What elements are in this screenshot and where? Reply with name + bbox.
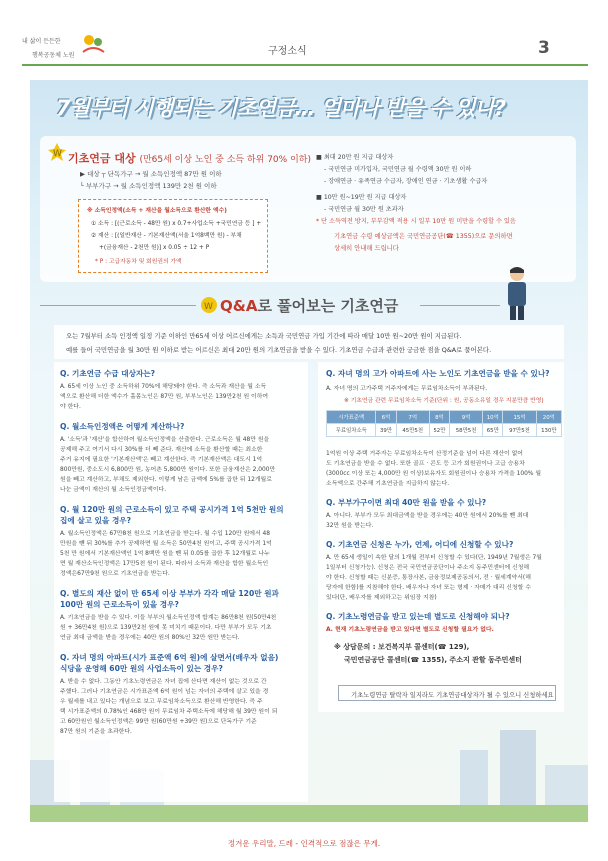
answer-text: 정액은67만9천 원으로 기초연금을 받는다.: [60, 571, 170, 577]
bottom-notice-text: 기초노령연금 탈락자 일지라도 기초연금대상자가 될 수 있으니 신청하세요: [351, 692, 554, 699]
table-header-cell: 6억: [376, 411, 396, 424]
answer-text: A. 65세 이상 노인 중 소득하위 70%에 해당돼야 한다. 즉 소득과 재산을 월 소득: [60, 384, 267, 390]
answer-text: 액으로 환산해 더한 액수가 홀몸노인은 87만 원, 부부노인은 139만2천 원 이하여: [60, 394, 269, 400]
right-info-note: * 단 소득역전 방지, 부부감액 적용 시 일부 10만 원 미만을 수령할 수 있음: [316, 218, 516, 225]
svg-text:W: W: [53, 149, 62, 159]
eligibility-line: └ 부부가구 → 월 소득인정액 139만 2천 원 이하: [80, 182, 217, 190]
question-text: 100만 원의 근로소득이 있을 경우?: [60, 600, 179, 609]
table-cell: 무료임차소득: [327, 424, 376, 437]
answer-text: A. 받을 수 없다. 그동안 기초노령연금은 자녀 집에 산다면 재산이 없는 것으로 간: [60, 679, 267, 685]
article-title: 7월부터 시행되는 기초연금… 얼마나 받을 수 있나?: [56, 96, 506, 120]
eligibility-title: [68, 150, 311, 166]
answer-text: 공제해 주고 여기서 다시 30%를 더 빼 준다. 재산에 소득을 환산할 때는 최소한: [60, 447, 263, 453]
table-header-cell: 10억: [483, 411, 503, 424]
answer-text: 87만 원의 기준을 초과한다.: [60, 729, 132, 735]
qa-heading-text: 로 풀어보는 기초연금: [257, 297, 399, 315]
table-cell: 45만5천: [396, 424, 429, 437]
qa-heading-prefix: Q&A: [220, 297, 258, 315]
section-name: 구정소식: [268, 46, 307, 57]
question-text: Q. 기초노령연금을 받고 있는데 별도로 신청해야 되나?: [326, 612, 510, 621]
intro-line: 예를 들어 국민연금을 월 30만 원 이하로 받는 어르신은 최대 20만 원의 기초연금을 받을 수 있다. 기초연금 수급과 관련한 궁금한 점을 Q&A로 풀어본다.: [66, 346, 492, 354]
logo-mark-icon: [80, 30, 106, 56]
right-info-line: ■ 10만 원~19만 원 지급 대상자: [316, 194, 407, 201]
table-cell: 58만5천: [449, 424, 482, 437]
eligibility-title-text: 기초연금 대상: [68, 152, 136, 165]
answer-text: 당자에 한함)를 지참해야 한다. 배우자나 자녀 또는 형제 · 자매가 대리 신청할 수: [326, 585, 531, 591]
table-header-cell: 시가표준액: [327, 411, 376, 424]
right-info-line: - 국민연금 미가입자, 국민연금 월 수령액 30만 원 이하: [324, 166, 472, 173]
question-text: Q. 월소득인정액은 어떻게 계산하나?: [60, 422, 185, 431]
answer-text: 주했다. 그러나 기초연금은 시가표준액 6억 원이 넘는 자녀의 주택에 살고 있을 경: [60, 689, 269, 695]
answer-text: A. 아니다. 부부가 모두 최대금액을 받을 경우에는 40만 원에서 20%를 뺀 최대: [326, 513, 529, 519]
notice-line-2: 상세히 안내해 드립니다: [334, 245, 399, 252]
page-header: [0, 0, 608, 70]
won-coin-icon: [200, 296, 218, 314]
notice-line-1: 기초연금 수령 예상금액은 국민연금공단(☎ 1355)으로 문의하면: [334, 233, 513, 240]
won-coin-icon: [46, 141, 68, 163]
answer-text: (3000cc 이상 또는 4,000만 원 이상)보유자도 회원권이나 승용차 가격을 100% 월: [326, 471, 542, 477]
question-text: Q. 월 120만 원의 근로소득이 있고 주택 공시가격 1억 5천만 원의: [60, 505, 284, 514]
answer-text: 택 시가표준액의 0.78%인 468만 원이 무료임차 주택소득에 해당해 월 39만 원이 되: [60, 709, 278, 715]
answer-text: 주거 유지에 필요한 '기본재산액'은 빼고 계산한다. 즉 기본재산액은 대도시 1억: [60, 457, 263, 463]
answer-text: 도 기초연금을 받을 수 없다. 또한 골프 · 콘도 등 고가 회원권이나 고급 승용차: [326, 461, 525, 467]
answer-text: 나눈 금액이 재산의 월 소득인정금액이다.: [60, 487, 167, 493]
table-header-row: [327, 411, 562, 424]
header-divider: [22, 64, 588, 66]
qa-divider-right: [420, 305, 500, 306]
question-text: Q. 부부가구이면 최대 40만 원을 받을 수 있나?: [326, 498, 487, 507]
table-header-cell: 7억: [396, 411, 429, 424]
right-info-line: ■ 최대 20만 원 지급 대상자: [316, 154, 394, 161]
answer-text: 원을 빼고 계산하고, 부채도 제외한다. 이렇게 남은 금액에 5%를 곱한 뒤 12개월로: [60, 477, 272, 483]
question-text: 집에 살고 있을 경우?: [60, 516, 132, 525]
answer-text: 소득액으로 간주해 기초연금을 지급하지 않는다.: [326, 481, 450, 487]
table-header-cell: 20억: [536, 411, 561, 424]
answer-text: A. 만 65세 생일이 속한 달의 1개월 전부터 신청할 수 있다(단, 1949년 7월생은 7월: [326, 555, 542, 561]
table-cell: 130만: [536, 424, 561, 437]
imputed-rent-table: [326, 410, 562, 437]
intro-line: 오는 7월부터 소득 인정액 일정 기준 이하인 만65세 이상 어르신에게는 소득과 국민연금 가입 기간에 따라 매달 10만 원~20만 원이 지급된다.: [66, 332, 462, 340]
formula-line: ① 소득 : [(근로소득 - 48만 원) x 0.7+사업소득 +국민연금 등 ] +: [91, 221, 262, 227]
question-text: Q. 별도의 재산 없이 만 65세 이상 부부가 각각 매달 120만 원과: [60, 589, 279, 598]
formula-line: ② 재산 : [(일반재산 - 기본재산액(서울 1억8백만 원) - 부채: [91, 233, 242, 239]
table-caption: ※ 기초연금 관련 무료임차소득 기준(단위 : 원, 공동소유일 경우 지분만큼 반영): [344, 398, 544, 404]
answer-text: 있다(단, 배우자를 제외하고는 위임장 지참): [326, 595, 437, 601]
contact-notice: [330, 227, 566, 255]
qa-heading: [200, 293, 400, 317]
question-text: Q. 자녀 명의 아파트(시가 표준액 6억 원)에 살면서(배우자 없음): [60, 653, 279, 662]
table-cell: 65만: [483, 424, 503, 437]
table-header-cell: 8억: [429, 411, 449, 424]
answer-text: 5천 만 원에서 기본재산액인 1억 8백만 원을 뺀 뒤 0.05를 곱한 후 12개월로 나누: [60, 551, 270, 557]
table-header-cell: 9억: [449, 411, 482, 424]
bottom-notice-box: [338, 685, 556, 701]
svg-text:W: W: [204, 302, 213, 312]
table-cell: 52만: [429, 424, 449, 437]
answer-text: 연금 최대 금액을 받을 경우에는 40만 원의 80%인 32만 원만 받는다.: [60, 635, 240, 641]
answer-text: 1일부터 신청가능). 신청은 전국 국민연금공단이나 주소지 동주민센터에 신청해: [326, 565, 530, 571]
right-info-line: - 장애연금 · 유족연금 수급자, 장애인 연금 · 기초생활 수급자: [324, 178, 488, 185]
question-text: 식당을 운영해 60만 원의 사업소득이 있는 경우?: [60, 664, 223, 673]
eligibility-subtitle: (만65세 이상 노인 중 소득 하위 70% 이하): [139, 155, 311, 165]
answer-text: A. 기초연금을 받을 수 있다. 이들 부부의 월소득인정액 합계는 86만8천 원(50만4천: [60, 615, 277, 621]
page-number: 3: [538, 38, 550, 58]
formula-line: +(금융재산 - 2천만 원)] x 0.05 ÷ 12 + P: [99, 245, 210, 251]
right-info-line: - 국민연금 월 30만 원 초과자: [324, 206, 404, 213]
answer-text: A. 현재 기초노령연금을 받고 있다면 별도로 신청할 필요가 없다.: [326, 627, 494, 633]
table-row: [327, 424, 562, 437]
question-text: Q. 자녀 명의 고가 아파트에 사는 노인도 기초연금을 받을 수 있나?: [326, 369, 550, 378]
thinking-person-illustration: [492, 264, 542, 322]
answer-text: 야 한다.: [60, 404, 81, 410]
logo-line-1: 내 삶이 든든한: [22, 38, 61, 45]
contact-line-2: 국민연금공단 콜센터(☎ 1355), 주소지 관할 동주민센터: [344, 656, 522, 664]
answer-text: 원 + 36만4천 원)으로 139만2천 원에 못 미치기 때문이다. 다만 부부가 모두 기초: [60, 625, 272, 631]
answer-text: 800만원, 중소도시 6,800만 원, 농어촌 5,800만 원이다. 또한 금융재산은 2,000만: [60, 467, 276, 473]
table-cell: 97만5천: [503, 424, 536, 437]
contact-info: [334, 642, 522, 665]
answer-text: 우 월세를 내고 있다는 개념으로 보고 무료임차소득으로 환산해 반영한다. 즉 주: [60, 699, 263, 705]
income-formula-box: [78, 199, 268, 273]
answer-text: 1억원 이상 주택 거주자는 무료임차소득이 산정기준을 넘어 다른 재산이 없어: [326, 451, 524, 457]
answer-text: 면 월 재산소득인정액은 17만5천 원이 된다. 따라서 소득과 재산을 합한 월소득인: [60, 561, 269, 567]
answer-text: A. 자녀 명의 고가주택 거주자에게는 무료임차소득이 부과된다.: [326, 386, 488, 392]
nowon-logo: [22, 30, 112, 66]
formula-heading: ※ 소득인정액(소득 + 재산을 월소득으로 환산한 액수): [87, 208, 227, 214]
contact-line-1: ※ 상담문의 : 보건복지부 콜센터(☎ 129),: [334, 643, 470, 651]
page-footer: 정겨운 우리말, 드레 - 인격적으로 점잖은 무게.: [227, 839, 381, 848]
answer-text: A. 월소득인정액은 67만8천 원으로 기초연금을 받는다. 월 수입 120만 원에서 48: [60, 531, 271, 537]
intro-box: [54, 325, 564, 359]
answer-text: 야 한다. 신청할 때는 신분증, 통장사본, 금융정보제공동의서, 전 · 월세계약서(해: [326, 575, 531, 581]
table-header-cell: 15억: [503, 411, 536, 424]
answer-text: A. '소득'과 '재산'을 합산하여 월소득인정액을 산출한다. 근로소득은 월 48만 원을: [60, 437, 270, 443]
answer-text: 만원을 뺀 뒤 30%를 추가 공제하면 월 소득은 50만4천 원이고, 주택 공시가격 1억: [60, 541, 272, 547]
question-text: Q. 기초연금 수급 대상자는?: [60, 369, 156, 378]
eligibility-line: ▶ 대상 ┬ 단독가구 → 월 소득인정액 87만 원 이하: [80, 170, 222, 178]
answer-text: 고 60만원인 월소득인정액은 99만 원(60만원 +39만 원)으로 단독가구 기준: [60, 719, 257, 725]
question-text: Q. 기초연금 신청은 누가, 언제, 어디에 신청할 수 있나?: [326, 540, 514, 549]
qa-divider-left: [40, 305, 196, 306]
formula-note: * P : 고급자동차 및 회원권의 가액: [95, 259, 182, 265]
answer-text: 32만 원을 받는다.: [326, 523, 374, 529]
logo-line-2: 행복공동체 노원: [32, 52, 75, 59]
table-cell: 39만: [376, 424, 396, 437]
